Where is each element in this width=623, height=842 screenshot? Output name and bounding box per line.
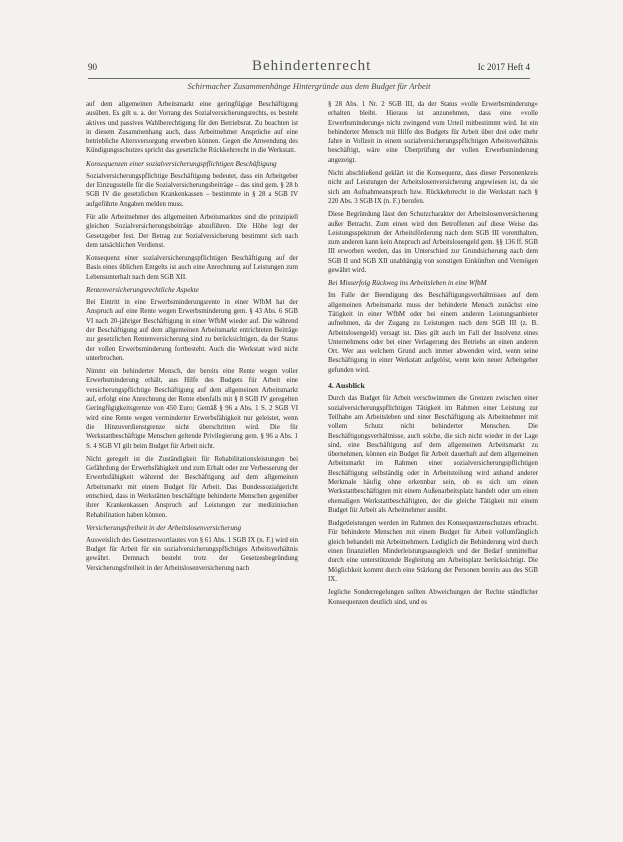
paragraph: Diese Begründung lässt den Schutzcharakter der Arbeitslosenversicherung außer Betracht. Zum einen wird den Betroffenen auf diese Weise das Leistungsspektrum der Arbeitsförderung nach dem SGB III vorenthalten, zum anderen kann kein Anspruch auf Arbeitslosengeld gem. §§ 136 ff. SGB III erworben werden, das im Unterschied zur Grundsicherung nach dem SGB II und SGB XII unabhängig von sonstigen Einkünften und Vermögen gewährt wird. <box>328 211 538 275</box>
paragraph: Nicht abschließend geklärt ist die Konsequenz, dass dieser Personenkreis nicht auf Leistungen der Arbeitslosenversicherung angewiesen ist, da sie sich am Aufnahmeanspruch bzw. Rückkehrrecht in die Werkstatt nach § 220 Abs. 3 SGB IX (n. F.) berufen. <box>328 170 538 205</box>
page-number: 90 <box>88 62 97 72</box>
section-heading: Bei Misserfolg Rückweg ins Arbeitsleben in eine WfbM <box>328 279 487 288</box>
paragraph: Im Falle der Beendigung des Beschäftigungsverhältnisses auf dem allgemeinen Arbeitsmarkt muss der behinderte Mensch zunächst eine Tätigkeit in einer WfbM oder bei einem anderen Leistungsanbieter aufnehmen, da der Zugang zu Leistungen nach dem SGB III (z. B. Arbeitslosengeld) versagt ist. Dies gilt auch im Fall der Insolvenz eines Unternehmens oder bei einer Verlagerung des Betriebs an einen anderen Ort. Wer aus welchem Grund auch immer abwenden wird, wenn seine Beschäftigung in einer Werkstatt aufgelöst, wenn kein neuer Arbeitgeber gefunden wird. <box>328 292 538 374</box>
section-heading: Konsequenzen einer sozialversicherungspflichtigen Beschäftigung <box>86 159 277 168</box>
issue-label: Ic 2017 Heft 4 <box>477 62 530 72</box>
paragraph: Nicht geregelt ist die Zuständigkeit für Rehabilitationsleistungen bei Gefährdung der Erwerbsfähigkeit und zum Erhalt oder zur Verbesserung der Erwerbsfähigkeit während der Beschäftigung auf dem allgemeinen Arbeitsmarkt mit einem Budget für Arbeit. Das Bundessozialgericht entschied, dass in Werkstätten beschäftigte behinderte Menschen gegenüber ihrer Krankenkassen Anspruch auf Leistungen zur medizinischen Rehabilitation haben können. <box>86 455 298 519</box>
paragraph: Ausweislich des Gesetzeswortlautes von § 61 Abs. 1 SGB IX (n. F.) wird ein Budget für Arbeit für ein sozialversicherungspflichtiges Arbeitsverhältnis gewährt. Demnach besteht trotz der Gesetzesbegründung Versicherungsfreiheit in der Arbeitslosenversicherung nach <box>86 536 298 572</box>
journal-title: Behindertenrecht <box>252 58 372 74</box>
running-header <box>88 58 530 79</box>
left-column <box>86 100 298 577</box>
section-title: 4. Ausblick <box>328 381 365 391</box>
paragraph: Nimmt ein behinderter Mensch, der bereits eine Rente wegen voller Erwerbsminderung erhält, aus Hilfe des Budgets für Arbeit eine versicherungspflichtige Beschäftigung auf dem allgemeinen Arbeitsmarkt auf, erfolgt eine Anrechnung der Rente ebenfalls mit § 8 SGB IV geregelten Geringfügigkeitsgrenze von 450 Euro; Gemäß § 96 a Abs. 1 S. 2 SGB VI wird eine Rente wegen verminderter Erwerbsfähigkeit nur geleistet, wenn die Hinzuverdienstgrenze nicht überschritten wird. Die für Werkstattbeschäftigte Menschen geltende Privilegierung gem. § 96 a Abs. 1 S. 4 SGB VI gilt beim Budget für Arbeit nicht. <box>86 368 298 450</box>
paragraph: Konsequenz einer sozialversicherungspflichtigen Beschäftigung auf der Basis eines üblichen Entgelts ist auch eine Anrechnung auf Leistungen zum Lebensunterhalt nach dem SGB XII. <box>86 255 298 281</box>
paragraph: Sozialversicherungspflichtige Beschäftigung bedeutet, dass ein Arbeitgeber der Einzugsstelle für die Sozialversicherungsbeiträge – das sind gem. § 28 h SGB IV die gesetzlichen Krankenkassen – bestimmte in § 28 a SGB IV aufgeführte Angaben melden muss. <box>86 172 298 208</box>
section-heading: Rentenversicherungsrechtliche Aspekte <box>86 286 199 295</box>
article-subtitle: Schirmacher Zusammenhänge Hintergründe aus dem Budget für Arbeit <box>187 81 431 91</box>
right-column <box>328 100 538 611</box>
paragraph: § 28 Abs. 1 Nr. 2 SGB III, da der Status »volle Erwerbsminderung« erhalten bleibt. Hieraus ist anzunehmen, dass eine »volle Erwerbsminderung« nicht zwingend vom Urteil mitbestimmt wird. Ist ein behinderter Mensch mit Hilfe des Budgets für Arbeit über drei oder mehr Jahre in Vollzeit in einem sozialversicherungspflichtigen Arbeitsverhältnis beschäftigt, wäre eine Überprüfung der vollen Erwerbsminderung angezeigt. <box>328 101 538 164</box>
paragraph: Bei Eintritt in eine Erwerbsminderungsrente in einer WfbM hat der Anspruch auf eine Rente wegen Erwerbsminderung gem. § 43 Abs. 6 SGB VI nach 20-jähriger Beschäftigung in einer WfbM wieder auf. Die während der Beschäftigung auf dem allgemeinen Arbeitsmarkt entrichteten Beiträge zur gesetzlichen Rentenversicherung sind zu berücksichtigen, da der Status der vollen Erwerbsminderung fortbesteht. Auch die Werkstatt wird nicht unterbrochen. <box>86 299 298 362</box>
paragraph: Budgetleistungen werden im Rahmen des Konsequenzenschutzes erbracht. Für behinderte Menschen mit einem Budget für Arbeit vollumfänglich gleich behandelt mit Arbeitnehmern. Lediglich die Behinderung wird durch einen finanziellen Minderleistungsausgleich und der Bedarf unmittelbar durch eine unterstützende Begleitung am Arbeitsplatz berücksichtigt. Die Möglichkeit kommt durch eine Stärkung der Personen bereits aus des SGB IX. <box>328 520 538 583</box>
section-heading: Versicherungsfreiheit in der Arbeitslosenversicherung <box>86 523 242 532</box>
paragraph: auf dem allgemeinen Arbeitsmarkt eine geringfügige Beschäftigung ausüben. Es gilt u. a. der Vorrang des Sozialversicherungsrechts, es besteht aktives und passives Wahlberechtigung für den Betriebsrat. Zu beachten ist in diesem Zusammenhang auch, dass Arbeitnehmer Ansprüche auf eine betriebliche Altersversorgung erwerben können. Gegen die Anwendung des Kündigungsschutzes spricht das gesetzliche Rückkehrrecht in die Werkstatt. <box>86 101 298 155</box>
paragraph: Durch das Budget für Arbeit verschwimmen die Grenzen zwischen einer sozialversicherungspflichtigen Tätigkeit im Rahmen einer Leistung zur Teilhabe am Arbeitsleben und einer Beschäftigung als Arbeitnehmer mit vollem Schutz nicht behinderter Menschen. Die Beschäftigungsverhältnisse, auch solche, die sich nicht wieder in der Lage sind, eine Beschäftigung auf dem allgemeinen Arbeitsmarkt zu übernehmen, können ein Budget für Arbeit dauerhaft auf dem allgemeinen Arbeitsmarkt im Rahmen einer sozialversicherungspflichtigen Beschäftigung selbständig oder in Arbeitsteilung wird anhand anderer Merkmale häufig ohne erkennbar sein, ob es sich um einen Werkstattbeschäftigten mit einem Außenarbeitsplatz handelt oder um einen ehemaligen Werkstattbeschäftigten, der die gleiche Tätigkeit mit einem Budget für Arbeit als Arbeitnehmer ausübt. <box>328 395 538 514</box>
paragraph: Für alle Arbeitnehmer des allgemeinen Arbeitsmarktes sind die prinzipiell gleichen Sozialversicherungsbeiträge abzuführen. Die Höhe legt der Gesetzgeber fest. Der Betrag zur Sozialversicherung bestimmt sich nach dem tatsächlichen Verdienst. <box>86 213 298 249</box>
paragraph: Jegliche Sonderregelungen sollten Abweichungen der Rechte ständlicher Konsequenzen deutlich sind, und es <box>328 589 538 606</box>
